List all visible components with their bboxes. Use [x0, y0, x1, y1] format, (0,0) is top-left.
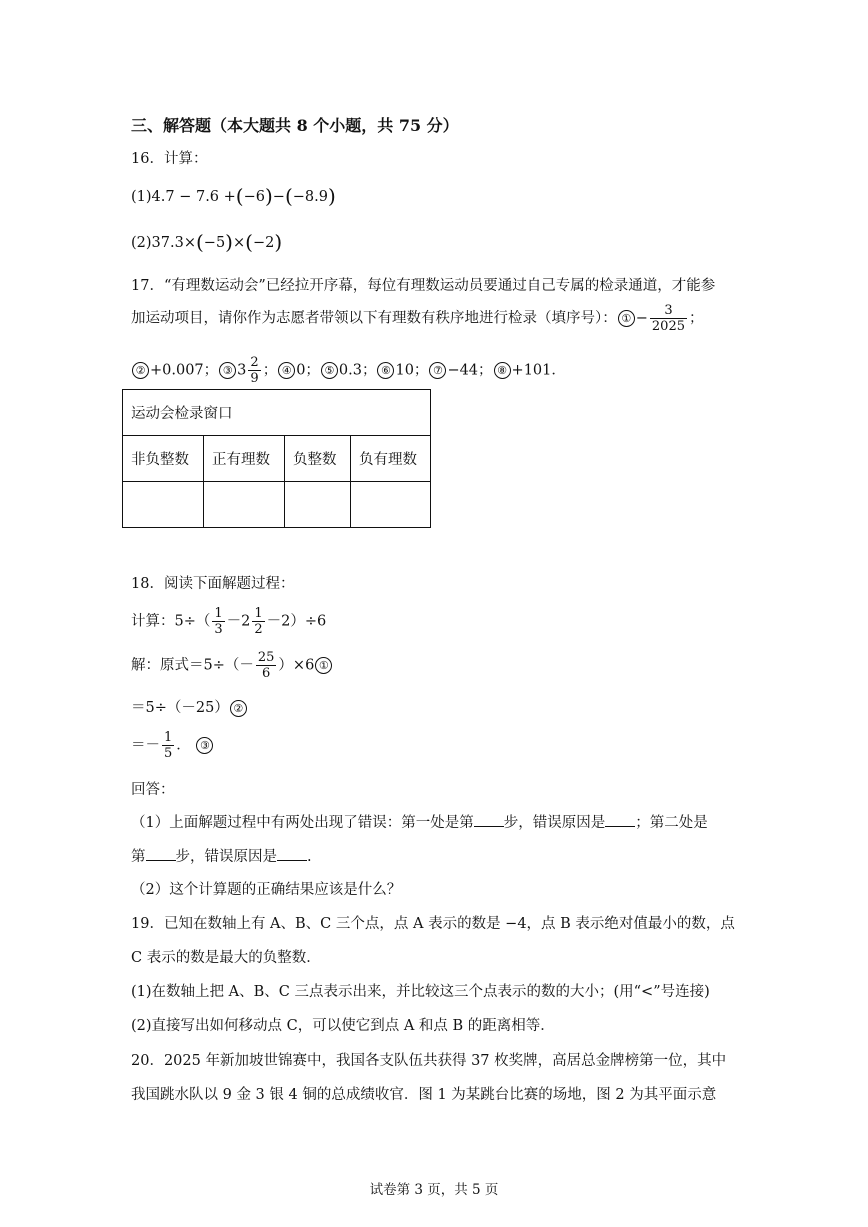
- blank-step-1[interactable]: [474, 812, 504, 828]
- q17-item8-mark: ⑧: [494, 362, 511, 379]
- q17-item3-num: 2: [250, 355, 259, 370]
- q19-part2: (2)直接写出如何移动点 C，可以使它到点 A 和点 B 的距离相等．: [131, 1018, 555, 1034]
- table-header-cell: 非负整数: [123, 436, 204, 482]
- q18-a1-text: ；第二处是: [635, 815, 708, 831]
- q18-step3-prefix: ＝－: [131, 737, 160, 754]
- table-header-cell: 正有理数: [204, 436, 285, 482]
- q16-part1: (1)4.7 − 7.6 +(−6)−(−8.9): [131, 184, 336, 208]
- q18-calc: [131, 606, 326, 637]
- blank-step-2[interactable]: [146, 846, 176, 862]
- table-answer-row: [123, 482, 431, 528]
- q17-line2: [131, 303, 704, 334]
- table-title-row: [123, 390, 431, 436]
- answer-cell-neg-int[interactable]: [285, 482, 351, 528]
- answer-cell-pos-rational[interactable]: [204, 482, 285, 528]
- q18-a1-text: （1）上面解题过程中有两处出现了错误：第一处是第: [131, 815, 474, 831]
- q17-item8-val: +101．: [511, 362, 566, 379]
- q17-item1-sign: −: [635, 310, 648, 327]
- q17-item1-tail: ；: [689, 310, 704, 327]
- q18-a1-text: 步，错误原因是: [503, 815, 606, 831]
- q17-item5-val: 0.3；: [338, 362, 377, 379]
- answer-cell-nonneg-int[interactable]: [123, 482, 204, 528]
- q18-step3: [131, 730, 214, 761]
- q16-p2-num1: −5: [203, 235, 226, 251]
- q17-item6-mark: ⑥: [377, 362, 394, 379]
- q16-p1-expr: 4.7 − 7.6 +: [151, 189, 236, 205]
- table-header-row: [123, 436, 431, 482]
- q17-item6-val: 10；: [395, 362, 429, 379]
- table-title: 运动会检录窗口: [123, 390, 431, 436]
- blank-reason-2[interactable]: [277, 846, 307, 862]
- q17-line2-text: 加运动项目，请你作为志愿者带领以下有理数有秩序地进行检录（填序号）：: [131, 310, 617, 327]
- q18-sol-tail: ）×6: [278, 657, 315, 674]
- q18-a2: （2）这个计算题的正确结果应该是什么？: [131, 882, 402, 898]
- q17-item5-mark: ⑤: [321, 362, 338, 379]
- q20-line1: 20．2025 年新加坡世锦赛中，我国各支队伍共获得 37 枚奖牌，高居总金牌榜第一位，其中: [131, 1053, 727, 1069]
- q16-p1-op: −: [272, 189, 285, 205]
- q16-p1-num1: −6: [243, 189, 265, 205]
- q16-p2-expr: 37.3×: [151, 235, 196, 251]
- q16-p1-num2: −8.9: [292, 189, 328, 205]
- page-footer: 试卷第 3 页，共 5 页: [369, 1182, 499, 1198]
- q17-line1: 17．“有理数运动会”已经拉开序幕，每位有理数运动员要通过自己专属的检录通道，才能参: [131, 278, 716, 294]
- q18-step1-mark: ①: [315, 657, 332, 674]
- answer-cell-neg-rational[interactable]: [351, 482, 431, 528]
- frac-num: 1: [214, 606, 223, 621]
- q18-a1-text: .: [307, 849, 312, 865]
- q17-item1-mark: ①: [618, 310, 635, 327]
- q17-item1-fraction: [650, 303, 687, 334]
- q19-line2: C 表示的数是最大的负整数．: [131, 950, 321, 966]
- q18-sol-prefix: 解：原式＝5÷（－: [131, 657, 254, 674]
- table-header-cell: 负有理数: [351, 436, 431, 482]
- table-header-cell: 负整数: [285, 436, 351, 482]
- q17-item1-num: 3: [650, 303, 687, 319]
- section-heading: 三、解答题（本大题共 8 个小题，共 75 分）: [131, 116, 459, 135]
- q16-p2-num2: −2: [252, 235, 275, 251]
- q16-p2-op: ×: [232, 235, 246, 251]
- q18-step2-mark: ②: [230, 700, 247, 717]
- q18-step3-frac: [162, 730, 174, 761]
- q18-step3-mark: ③: [196, 737, 213, 754]
- q18-calc-prefix: 计算：5÷（: [131, 613, 211, 630]
- frac-den: 3: [214, 622, 223, 637]
- q18-calc-frac1: [212, 606, 224, 637]
- q20-line2: 我国跳水队以 9 金 3 银 4 铜的总成绩收官．图 1 为某跳台比赛的场地，图 2 为其平面示意: [131, 1087, 717, 1103]
- q17-item3-fraction: [248, 355, 260, 386]
- q18-stem: 18．阅读下面解题过程：: [131, 576, 295, 592]
- q17-item4-val: 0；: [296, 362, 320, 379]
- q18-step3-tail: ．: [176, 737, 191, 754]
- q17-item4-mark: ④: [278, 362, 295, 379]
- q17-item1-den: 2025: [651, 319, 685, 334]
- q19-line1: 19．已知在数轴上有 A、B、C 三个点，点 A 表示的数是 −4，点 B 表示绝对值最小的数，点: [131, 916, 735, 932]
- q17-item3-whole: 3: [237, 362, 247, 379]
- q18-a1-line2: [131, 845, 312, 866]
- q17-item3-mark: ③: [219, 362, 236, 379]
- q17-items: [131, 355, 566, 386]
- frac-den: 5: [164, 746, 173, 761]
- q18-a1-text: 步，错误原因是: [175, 849, 277, 865]
- q16-p1-prefix: (1): [131, 189, 152, 205]
- q16-stem: 16．计算：: [131, 151, 208, 167]
- q16-part2: (2)37.3×(−5)×(−2): [131, 230, 283, 254]
- frac-den: 2: [254, 622, 263, 637]
- frac-num: 1: [164, 730, 173, 745]
- frac-num: 1: [254, 606, 263, 621]
- frac-den: 6: [262, 666, 271, 681]
- q17-table: [122, 389, 431, 528]
- q16-p2-prefix: (2): [131, 235, 152, 251]
- blank-reason-1[interactable]: [605, 812, 635, 828]
- frac-num: 25: [257, 650, 275, 665]
- q17-item7-val: −44；: [447, 362, 493, 379]
- q19-part1: (1)在数轴上把 A、B、C 三点表示出来，并比较这三个点表示的数的大小；(用“<”号连接): [131, 984, 710, 1000]
- q17-item3-tail: ；: [262, 362, 278, 379]
- q17-item3-den: 9: [250, 371, 259, 386]
- q18-a1-text: 第: [131, 849, 146, 865]
- q18-calc-mid: －2: [226, 613, 251, 630]
- q18-a1-line1: [131, 811, 708, 832]
- q18-calc-frac2: [252, 606, 264, 637]
- q18-step2: [131, 696, 248, 717]
- q17-item2-val: +0.007；: [150, 362, 219, 379]
- q18-answer-label: 回答：: [131, 782, 175, 798]
- q18-solution: [131, 650, 333, 681]
- q17-item2-mark: ②: [132, 362, 149, 379]
- q18-calc-tail: －2）÷6: [266, 613, 327, 630]
- q18-step2-text: ＝5÷（－25）: [131, 700, 229, 716]
- q18-sol-frac: [256, 650, 277, 681]
- q17-item7-mark: ⑦: [429, 362, 446, 379]
